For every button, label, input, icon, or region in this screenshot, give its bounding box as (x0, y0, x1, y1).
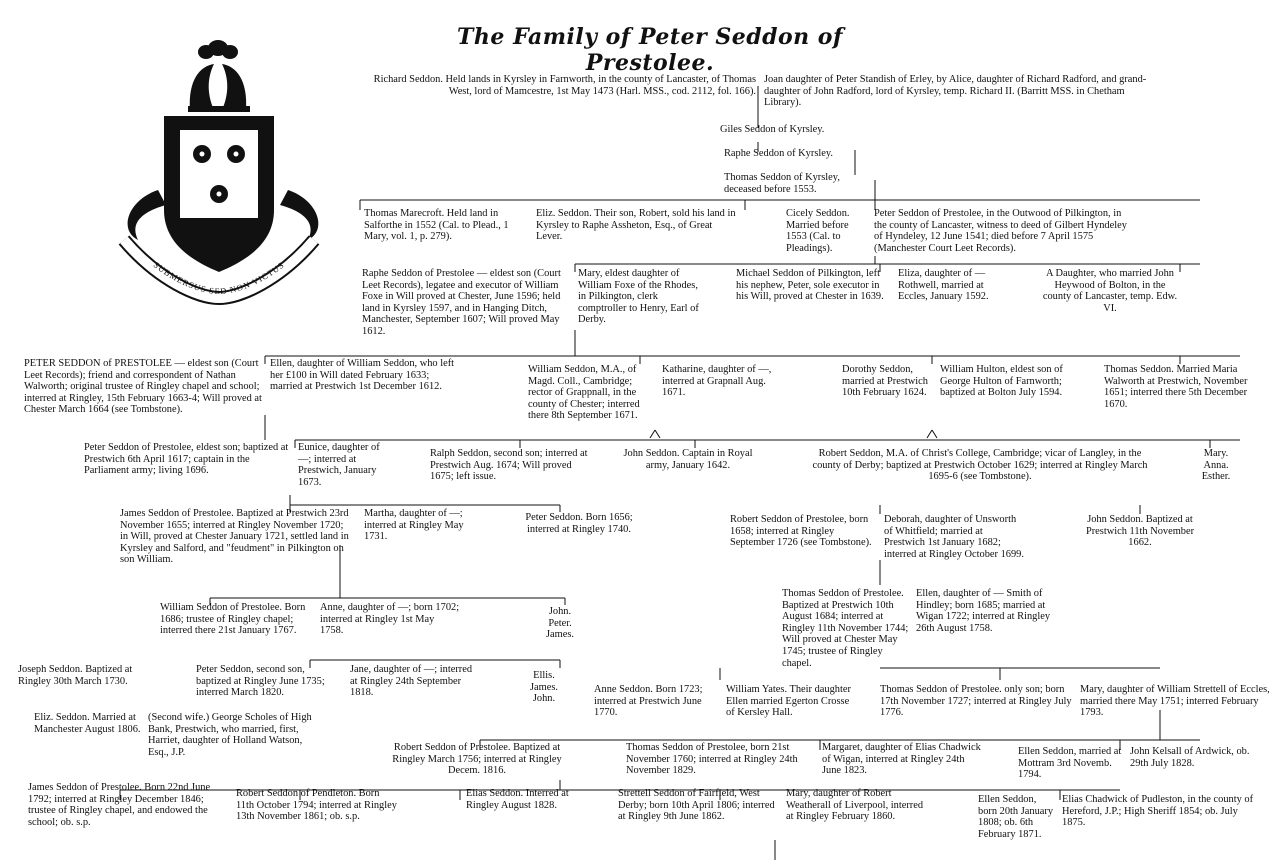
entry-michael-seddon: Michael Seddon of Pilkington, left his nephew, Peter, sole executor in his Will, proved at Chester in 1639. (736, 268, 884, 303)
entry-john-peter-james: John. Peter. James. (546, 606, 574, 641)
entry-ellis-james-john: Ellis. James. John. (530, 670, 558, 705)
page-title: The Family of Peter Seddon of Prestolee. (457, 24, 843, 76)
entry-anne-seddon-1723: Anne Seddon. Born 1723; interred at Prestwich June 1770. (594, 684, 703, 719)
entry-ralph-seddon: Ralph Seddon, second son; interred at Prestwich Aug. 1674; Will proved 1675; left issue. (430, 448, 588, 483)
entry-katharine: Katharine, daughter of —, interred at Grapnall Aug. 1671. (662, 364, 772, 399)
entry-eliz-seddon-1806: Eliz. Seddon. Married at Manchester August 1806. (34, 712, 141, 735)
entry-robert-seddon-pendleton: Robert Seddon of Pendleton. Born 11th October 1794; interred at Ringley 13th November 1861; ob. s.p. (236, 788, 397, 823)
entry-william-seddon-1686: William Seddon of Prestolee. Born 1686; trustee of Ringley chapel; interred there 21st January 1767. (160, 602, 306, 637)
entry-robert-seddon-1756: Robert Seddon of Prestolee. Baptized at Ringley March 1756; interred at Ringley Decem. 1816. (392, 742, 562, 777)
entry-thomas-seddon-1727: Thomas Seddon of Prestolee. only son; born 17th November 1727; interred at Ringley July 1776. (880, 684, 1072, 719)
motto-text: SUBMERSUS SED NON VICTUS (151, 259, 287, 297)
entry-martha: Martha, daughter of —; interred at Ringley May 1731. (364, 508, 464, 543)
entry-thomas-seddon-1684: Thomas Seddon of Prestolee. Baptized at Prestwich 10th August 1684; interred at Ringley 11th November 1744; Will proved at Chester May 1745; trustee of Ringley chapel. (782, 588, 909, 669)
entry-mary-foxe: Mary, eldest daughter of William Foxe of the Rhodes, in Pilkington, clerk comptroller to Henry, Earl of Derby. (578, 268, 699, 326)
entry-william-hulton: William Hulton, eldest son of George Hulton of Farnworth; baptized at Bolton July 1594. (940, 364, 1063, 399)
entry-elias-seddon-1828: Elias Seddon. Interred at Ringley August 1828. (466, 788, 569, 811)
entry-peter-seddon-prestolee-2: PETER SEDDON of PRESTOLEE — eldest son (Court Leet Records); friend and correspondent of Nathan Walworth; original trustee of Ringley chapel and school; interred at Ringley, 15th February 1663-4; Will proved at Chester March 1664 (see Tombstone). (24, 358, 262, 416)
entry-richard-seddon: Richard Seddon. Held lands in Kyrsley in Farnworth, in the county of Lancaster, of Thomas West, lord of Mamcestre, 1st May 1473 (Harl. MSS., cod. 2112, fol. 166). (373, 74, 756, 97)
entry-raphe-seddon-kyrsley: Raphe Seddon of Kyrsley. (724, 148, 833, 159)
entry-william-yates: William Yates. Their daughter Ellen married Egerton Crosse of Kersley Hall. (726, 684, 851, 719)
entry-eliza-rothwell: Eliza, daughter of — Rothwell, married at Eccles, January 1592. (898, 268, 989, 303)
entry-thomas-seddon-1760: Thomas Seddon of Prestolee, born 21st November 1760; interred at Ringley 24th November 1829. (626, 742, 798, 777)
entry-giles-seddon: Giles Seddon of Kyrsley. (720, 124, 825, 135)
entry-elias-chadwick: Elias Chadwick of Pudleston, in the county of Hereford, J.P.; High Sheriff 1854; ob. July 1875. (1062, 794, 1254, 829)
entry-peter-seddon-captain: Peter Seddon of Prestolee, eldest son; baptized at Prestwich 6th April 1617; captain in the Parliament army; living 1696. (84, 442, 289, 477)
entry-dorothy-seddon: Dorothy Seddon, married at Prestwich 10th February 1624. (842, 364, 928, 399)
entry-strettell-seddon: Strettell Seddon of Fairfield, West Derby; born 10th April 1806; interred at Ringley 9th June 1862. (618, 788, 775, 823)
entry-robert-seddon-ma: Robert Seddon, M.A. of Christ's College, Cambridge; vicar of Langley, in the county of Derby; baptized at Prestwich October 1629; interred at Ringley March 1695-6 (see Tombstone). (812, 448, 1148, 483)
entry-peter-seddon-prestolee-1: Peter Seddon of Prestolee, in the Outwood of Pilkington, in the county of Lancaster, witness to deed of Gilbert Hyndeley of Hyndeley, 12 June 1541; died before 7 April 1575 (Manchester Court Leet Records). (874, 208, 1127, 254)
entry-mary-strettell: Mary, daughter of William Strettell of Eccles, married there May 1751; interred February 1793. (1080, 684, 1270, 719)
entry-john-kelsall: John Kelsall of Ardwick, ob. 29th July 1828. (1130, 746, 1250, 769)
entry-george-scholes: (Second wife.) George Scholes of High Bank, Prestwich, who married, first, Harriet, daughter of Holland Watson, Esq., J.P. (148, 712, 312, 758)
entry-margaret-chadwick: Margaret, daughter of Elias Chadwick of Wigan, interred at Ringley 24th June 1823. (822, 742, 981, 777)
entry-eliz-seddon: Eliz. Seddon. Their son, Robert, sold his land in Kyrsley to Raphe Assheton, Esq., of Great Lever. (536, 208, 736, 243)
entry-james-seddon-1792: James Seddon of Prestolee. Born 22nd June 1792; interred at Ringley December 1846; trustee of Ringley chapel, and endowed the school; ob. s.p. (28, 782, 211, 828)
entry-ellen-smith: Ellen, daughter of — Smith of Hindley; born 1685; married at Wigan 1722; interred at Ringley 26th August 1758. (916, 588, 1051, 634)
entry-peter-seddon-1735: Peter Seddon, second son, baptized at Ringley June 1735; interred March 1820. (196, 664, 325, 699)
entry-eunice: Eunice, daughter of —; interred at Prestwich, January 1673. (298, 442, 380, 488)
entry-jane: Jane, daughter of —; interred at Ringley 24th September 1818. (350, 664, 473, 699)
entry-ellen-seddon-wife: Ellen, daughter of William Seddon, who left her £100 in Will dated February 1633; married at Prestwich 1st December 1612. (270, 358, 455, 393)
entry-ellen-seddon-1794: Ellen Seddon, married at Mottram 3rd Novemb. 1794. (1018, 746, 1122, 781)
entry-deborah-unsworth: Deborah, daughter of Unsworth of Whitfield; married at Prestwich 1st January 1682; interred at Ringley October 1699. (884, 514, 1024, 560)
entry-thomas-seddon-kyrsley: Thomas Seddon of Kyrsley, deceased before 1553. (724, 172, 840, 195)
entry-joseph-seddon: Joseph Seddon. Baptized at Ringley 30th March 1730. (18, 664, 133, 687)
entry-raphe-seddon-prestolee: Raphe Seddon of Prestolee — eldest son (Court Leet Records), legatee and executor of William Foxe in Will proved at Chester, June 1596; held land in Kyrsley 1597, and in Hanging Ditch, Manchester, September 1607; Will proved May 1612. (362, 268, 561, 337)
entry-thomas-seddon-walworth: Thomas Seddon. Married Maria Walworth at Prestwich, November 1651; interred there 5th December 1670. (1104, 364, 1248, 410)
entry-a-daughter: A Daughter, who married John Heywood of Bolton, in the county of Lancaster, temp. Edw. VI. (1042, 268, 1178, 314)
entry-john-seddon-captain: John Seddon. Captain in Royal army, January 1642. (623, 448, 753, 471)
entry-thomas-marecroft: Thomas Marecroft. Held land in Salforthe in 1552 (Cal. to Plead., 1 Mary, vol. 1, p. 279). (364, 208, 509, 243)
entry-robert-seddon-1658: Robert Seddon of Prestolee, born 1658; interred at Ringley September 1726 (see Tombstone). (730, 514, 872, 549)
entry-james-seddon-1655: James Seddon of Prestolee. Baptized at Prestwich 23rd November 1655; interred at Ringley November 1720; in Will, proved at Chester January 1721, settled land in Kyrsley and Salford, and "feudment" in Pilkington on son William. (120, 508, 349, 566)
entry-joan-standish: Joan daughter of Peter Standish of Erley, by Alice, daughter of Richard Radford, and grand-daughter of John Radford, lord of Kyrsley, temp. Richard II. (Barritt MSS. in Chetham Library). (764, 74, 1147, 109)
entry-ellen-seddon-1808: Ellen Seddon, born 20th January 1808; ob. 6th February 1871. (978, 794, 1054, 840)
entry-anne-1702: Anne, daughter of —; born 1702; interred at Ringley 1st May 1758. (320, 602, 460, 637)
entry-peter-seddon-1656: Peter Seddon. Born 1656; interred at Ringley 1740. (525, 512, 633, 535)
entry-mary-anna-esther: Mary. Anna. Esther. (1201, 448, 1231, 483)
entry-john-seddon-1662: John Seddon. Baptized at Prestwich 11th November 1662. (1085, 514, 1195, 549)
entry-william-seddon-ma: William Seddon, M.A., of Magd. Coll., Cambridge; rector of Grappnall, in the county of Chester; interred there 8th September 1671. (528, 364, 640, 422)
entry-cicely-seddon: Cicely Seddon. Married before 1553 (Cal. to Pleadings). (786, 208, 850, 254)
entry-mary-weatherall: Mary, daughter of Robert Weatherall of Liverpool, interred at Ringley February 1860. (786, 788, 924, 823)
